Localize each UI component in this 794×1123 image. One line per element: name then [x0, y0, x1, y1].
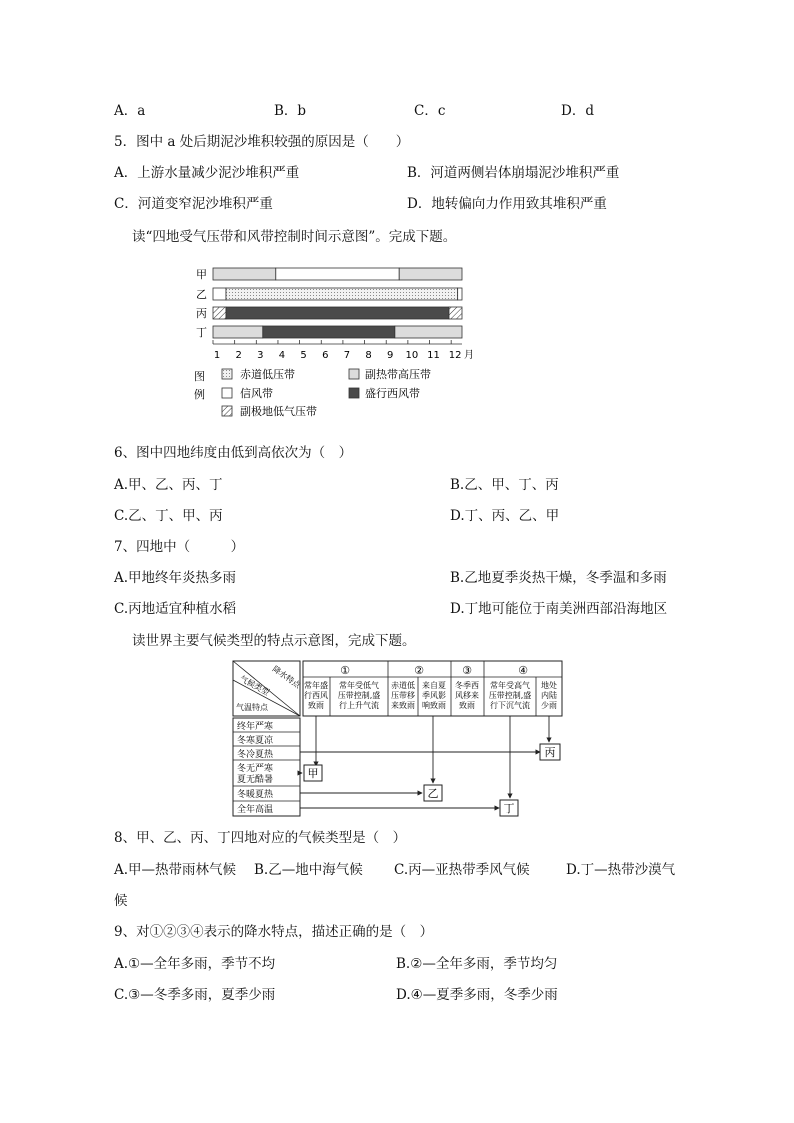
month-label-2: 2	[235, 350, 242, 361]
precip-0-0: 常年盛	[304, 681, 328, 690]
precip-4-0: 冬季西	[455, 681, 479, 690]
q7-option-a: A.甲地终年炎热多雨	[114, 570, 237, 586]
q9-stem: 9、对①②③④表示的降水特点，描述正确的是（ ）	[114, 924, 434, 940]
box-jia: 甲	[307, 767, 319, 780]
precip-2-0: 赤道低	[391, 681, 415, 690]
legend-title-2: 例	[194, 388, 205, 401]
temp-6: 全年高温	[237, 805, 274, 815]
legend-title: 图	[194, 370, 205, 383]
corner-temp: 气温特点	[236, 703, 268, 712]
q6-option-c: C.乙、丁、甲、丙	[114, 508, 223, 524]
precip-6-1: 内陆	[541, 691, 557, 700]
precip-2-2: 来致雨	[391, 701, 415, 710]
q9-option-d: D.④—夏季多雨，冬季少雨	[396, 987, 558, 1003]
row-label-0: 甲	[196, 268, 207, 281]
q7-option-c: C.丙地适宜种植水稻	[114, 601, 237, 617]
group-3: ③	[462, 664, 472, 677]
month-label-10: 10	[405, 350, 419, 361]
q8-option-b: B.乙—地中海气候	[254, 862, 363, 878]
month-label-7: 7	[343, 350, 351, 361]
q5-stem: 5．图中 a 处后期泥沙堆积较强的原因是（ ）	[114, 134, 410, 150]
temp-0: 终年严寒	[237, 722, 274, 732]
month-label-6: 6	[322, 350, 329, 361]
temp-4: 夏无酷暑	[237, 775, 274, 785]
precip-4-1: 风移来	[455, 691, 479, 700]
month-label-5: 5	[300, 350, 307, 361]
q9-option-b: B.②—全年多雨，季节均匀	[396, 956, 558, 972]
precip-1-1: 压带控制,盛	[337, 691, 381, 700]
precip-5-2: 行下沉气流	[490, 701, 530, 710]
q5-option-a: A．上游水量减少泥沙堆积严重	[114, 165, 300, 181]
q7-option-d: D.丁地可能位于南美洲西部沿海地区	[450, 601, 668, 617]
q6-option-d: D.丁、丙、乙、甲	[450, 508, 560, 524]
month-label-1: 1	[213, 350, 221, 361]
month-label-9: 9	[387, 350, 394, 361]
corner-precip: 降水特点	[270, 664, 303, 691]
precip-0-2: 致雨	[308, 701, 324, 710]
q4-option-a: A．a	[114, 103, 146, 119]
q8-stem: 8、甲、乙、丙、丁四地对应的气候类型是（ ）	[114, 830, 407, 846]
q8-option-a: A.甲—热带雨林气候	[114, 862, 237, 878]
temp-3: 冬无严寒	[237, 764, 274, 774]
precip-3-1: 季风影	[422, 691, 446, 700]
group-2: ②	[414, 664, 424, 677]
temp-2: 冬冷夏热	[237, 750, 274, 760]
legend-trade: 信风带	[240, 387, 273, 400]
box-ding: 丁	[503, 802, 515, 815]
temp-1: 冬寒夏凉	[237, 736, 274, 746]
temp-5: 冬暖夏热	[237, 790, 274, 800]
precip-1-2: 行上升气流	[339, 701, 379, 710]
q6-option-a: A.甲、乙、丙、丁	[114, 477, 223, 493]
q6-stem: 6、图中四地纬度由低到高依次为（ ）	[114, 445, 353, 461]
legend-subpolar: 副极地低气压带	[240, 405, 317, 418]
q6-option-b: B.乙、甲、丁、丙	[450, 477, 559, 493]
legend-westerly: 盛行西风带	[365, 387, 420, 400]
precip-1-0: 常年受低气	[339, 681, 379, 690]
precip-2-1: 压带移	[391, 691, 415, 700]
row-label-1: 乙	[196, 288, 207, 301]
precip-0-1: 行西风	[304, 691, 328, 700]
precip-3-0: 来自夏	[422, 681, 446, 690]
month-label-3: 3	[257, 350, 264, 361]
q8-option-d: D.丁—热带沙漠气	[566, 862, 676, 878]
q5-option-c: C．河道变窄泥沙堆积严重	[114, 196, 273, 212]
legend-equatorial: 赤道低压带	[240, 368, 295, 381]
precip-6-0: 地处	[541, 681, 557, 690]
precip-6-2: 少雨	[541, 701, 557, 710]
month-label-8: 8	[365, 350, 372, 361]
box-bing: 丙	[544, 746, 556, 759]
month-label-4: 4	[278, 350, 286, 361]
intro-climate-chart: 读世界主要气候类型的特点示意图，完成下题。	[132, 633, 416, 649]
precip-3-2: 响致雨	[422, 701, 446, 710]
q4-option-b: B．b	[274, 103, 307, 119]
q9-option-c: C.③—冬季多雨，夏季少雨	[114, 987, 276, 1003]
month-unit: 月	[464, 350, 474, 361]
row-label-2: 丙	[196, 307, 207, 320]
group-1: ①	[340, 664, 350, 677]
q4-option-d: D．d	[561, 103, 594, 119]
q5-option-b: B．河道两侧岩体崩塌泥沙堆积严重	[407, 165, 620, 181]
q4-option-c: C．c	[414, 103, 446, 119]
q7-option-b: B.乙地夏季炎热干燥，冬季温和多雨	[450, 570, 667, 586]
precip-5-0: 常年受高气	[490, 681, 530, 690]
month-label-12: 12	[448, 350, 462, 361]
q5-option-d: D．地转偏向力作用致其堆积严重	[407, 196, 607, 212]
row-label-3: 丁	[196, 326, 207, 339]
month-label-11: 11	[427, 350, 440, 361]
precip-4-2: 致雨	[459, 701, 475, 710]
q8-option-c: C.丙—亚热带季风气候	[394, 862, 530, 878]
q7-stem: 7、四地中（ ）	[114, 539, 245, 555]
precip-5-1: 压带控制,盛	[488, 691, 532, 700]
q8-option-d-wrap: 候	[114, 893, 128, 909]
box-yi: 乙	[427, 787, 439, 800]
corner-climate: 气候类型	[238, 674, 271, 698]
group-4: ④	[518, 664, 528, 677]
q9-option-a: A.①—全年多雨，季节不均	[114, 956, 276, 972]
legend-subtropical: 副热带高压带	[365, 368, 431, 381]
intro-pressure-chart: 读“四地受气压带和风带控制时间示意图”。完成下题。	[132, 229, 457, 245]
